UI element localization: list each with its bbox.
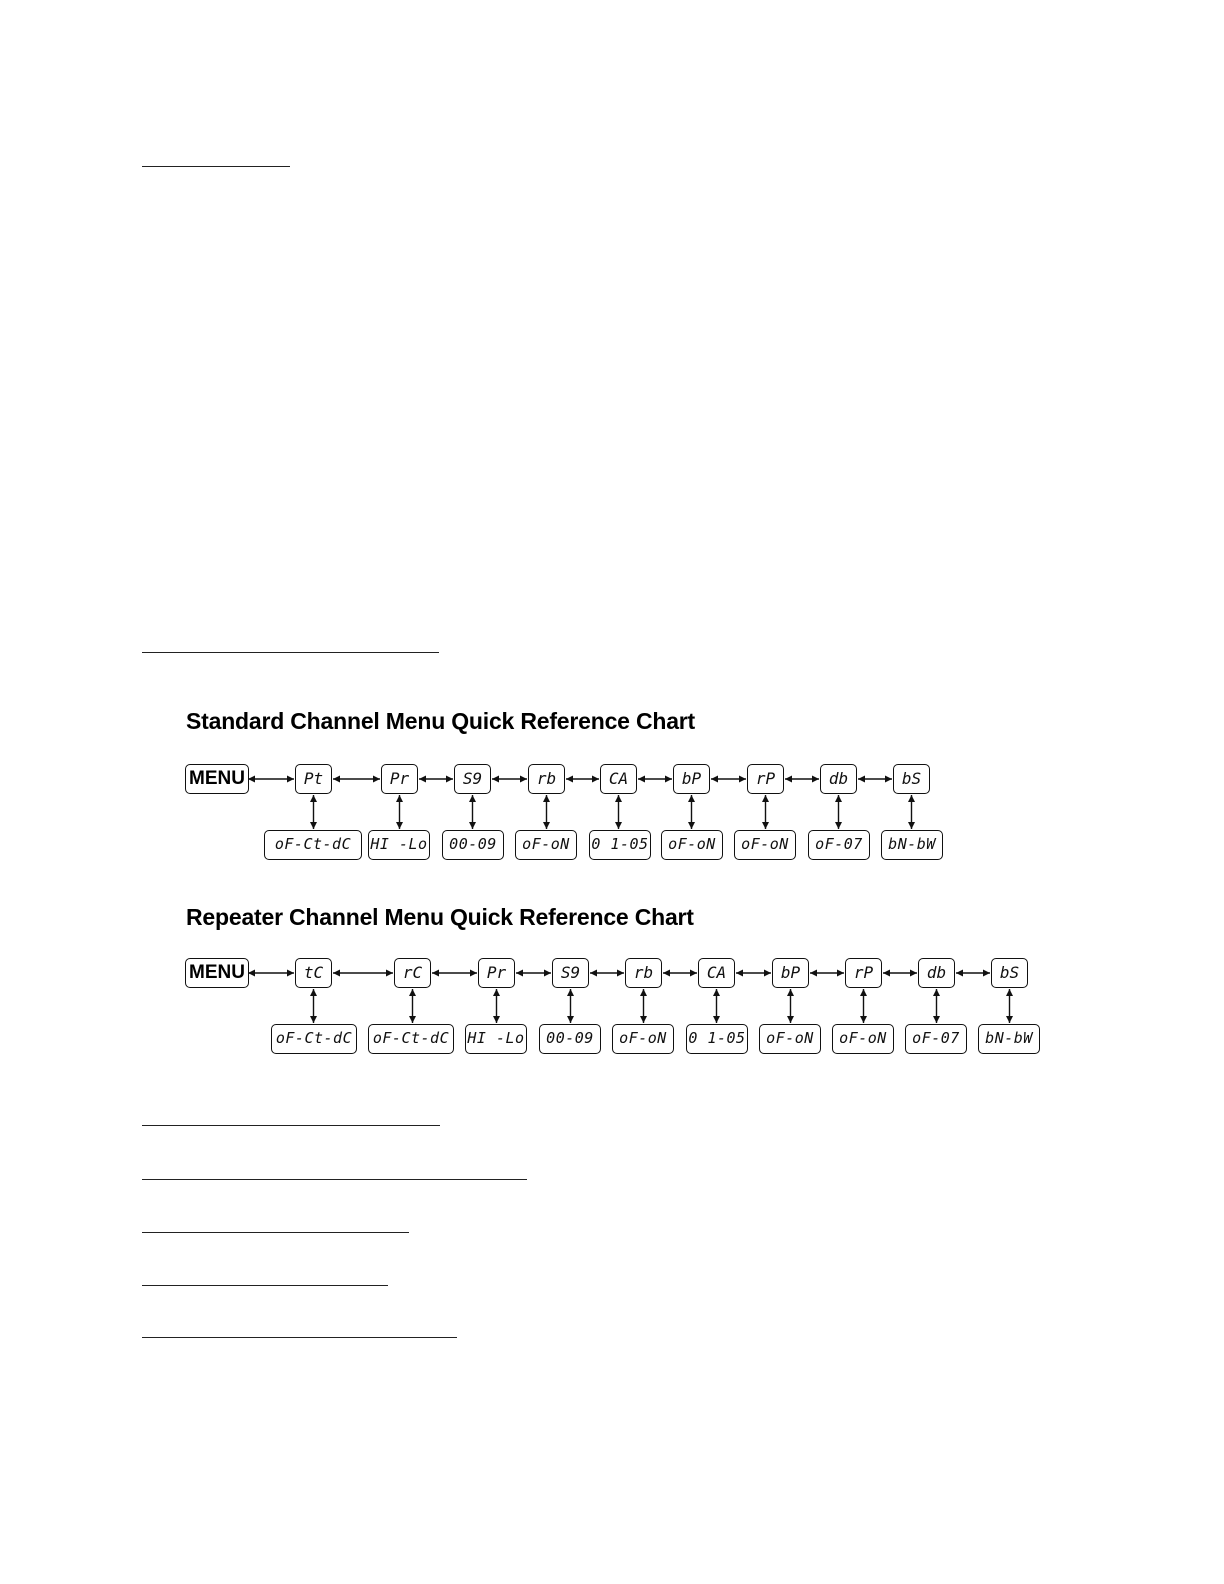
standard-menu-code-bs[interactable]: bS xyxy=(893,764,930,794)
standard-menu-code-rp[interactable]: rP xyxy=(747,764,784,794)
repeater-menu-range-db: oF-07 xyxy=(905,1024,967,1054)
standard-menu-range-pr: HI -Lo xyxy=(368,830,430,860)
standard-menu-range-s9: 00-09 xyxy=(442,830,504,860)
blank-line-6 xyxy=(142,1285,388,1286)
standard-menu-range-pt: oF-Ct-dC xyxy=(264,830,362,860)
standard-menu-range-bp: oF-oN xyxy=(661,830,723,860)
blank-line-1 xyxy=(142,166,290,167)
standard-menu-range-bs: bN-bW xyxy=(881,830,943,860)
repeater-menu-range-ca: 0 1-05 xyxy=(686,1024,748,1054)
standard-menu-button[interactable]: MENU xyxy=(185,764,249,794)
repeater-menu-code-rb[interactable]: rb xyxy=(625,958,662,988)
repeater-menu-code-s9[interactable]: S9 xyxy=(552,958,589,988)
blank-line-2 xyxy=(142,652,439,653)
repeater-menu-range-bp: oF-oN xyxy=(759,1024,821,1054)
repeater-menu-range-rp: oF-oN xyxy=(832,1024,894,1054)
standard-menu-code-pt[interactable]: Pt xyxy=(295,764,332,794)
repeater-menu-code-rc[interactable]: rC xyxy=(394,958,431,988)
standard-menu-range-rp: oF-oN xyxy=(734,830,796,860)
blank-line-5 xyxy=(142,1232,409,1233)
repeater-menu-code-rp[interactable]: rP xyxy=(845,958,882,988)
repeater-chart-title: Repeater Channel Menu Quick Reference Chart xyxy=(186,904,694,930)
repeater-menu-range-s9: 00-09 xyxy=(539,1024,601,1054)
repeater-menu-code-bs[interactable]: bS xyxy=(991,958,1028,988)
repeater-menu-range-pr: HI -Lo xyxy=(465,1024,527,1054)
repeater-menu-code-tc[interactable]: tC xyxy=(295,958,332,988)
standard-menu-code-db[interactable]: db xyxy=(820,764,857,794)
standard-menu-code-rb[interactable]: rb xyxy=(528,764,565,794)
repeater-menu-code-bp[interactable]: bP xyxy=(772,958,809,988)
repeater-menu-code-db[interactable]: db xyxy=(918,958,955,988)
blank-line-3 xyxy=(142,1125,440,1126)
repeater-menu-range-tc: oF-Ct-dC xyxy=(271,1024,357,1054)
repeater-menu-range-bs: bN-bW xyxy=(978,1024,1040,1054)
repeater-menu-button[interactable]: MENU xyxy=(185,958,249,988)
repeater-menu-range-rc: oF-Ct-dC xyxy=(368,1024,454,1054)
standard-menu-code-s9[interactable]: S9 xyxy=(454,764,491,794)
standard-menu-code-pr[interactable]: Pr xyxy=(381,764,418,794)
standard-menu-code-bp[interactable]: bP xyxy=(673,764,710,794)
standard-menu-range-ca: 0 1-05 xyxy=(589,830,651,860)
blank-line-4 xyxy=(142,1179,527,1180)
repeater-menu-code-pr[interactable]: Pr xyxy=(478,958,515,988)
standard-menu-range-db: oF-07 xyxy=(808,830,870,860)
standard-chart-title: Standard Channel Menu Quick Reference Chart xyxy=(186,708,696,734)
standard-menu-code-ca[interactable]: CA xyxy=(600,764,637,794)
repeater-menu-range-rb: oF-oN xyxy=(612,1024,674,1054)
repeater-menu-code-ca[interactable]: CA xyxy=(698,958,735,988)
blank-line-7 xyxy=(142,1337,457,1338)
standard-menu-range-rb: oF-oN xyxy=(515,830,577,860)
